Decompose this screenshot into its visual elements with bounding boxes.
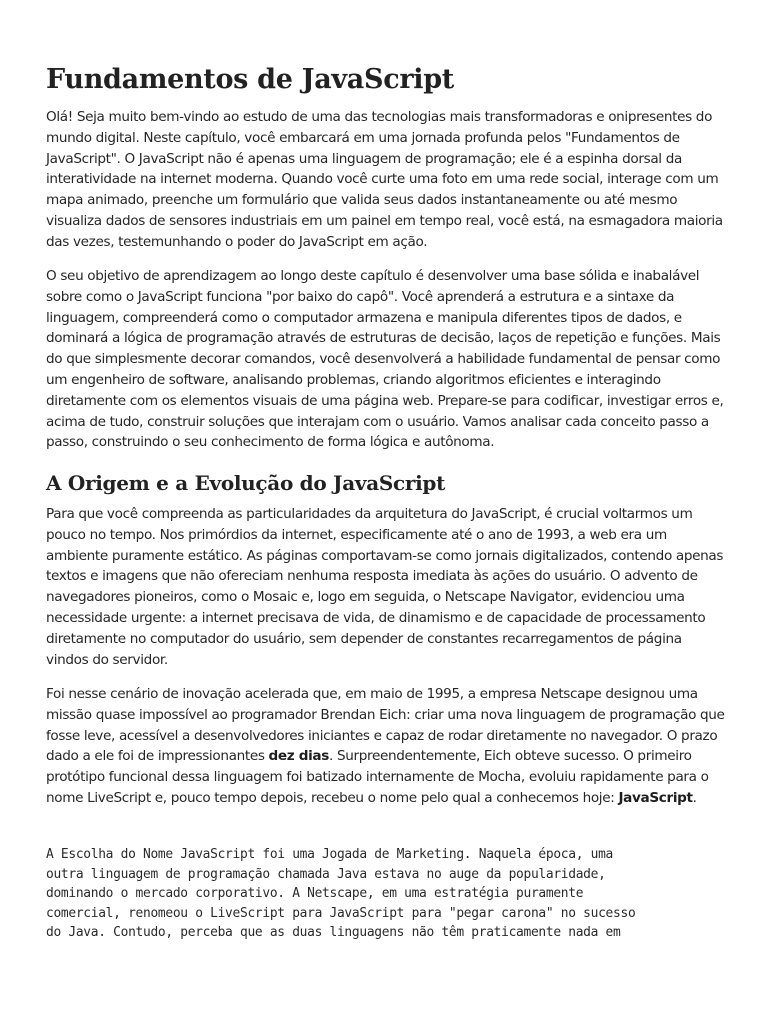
paragraph-text: . xyxy=(692,789,697,806)
intro-paragraph-2: O seu objetivo de aprendizagem ao longo deste capítulo é desenvolver uma base sólida e inabalável sobre como o JavaScript funciona "por baixo do capô". Você aprenderá a estrutura e a sintaxe da linguagem, compreenderá como o computador armazena e manipula diferentes tipos de dados, e dominará a lógica de programação através de estruturas de decisão, laços de repetição e funções. Mais do que simplesmente decorar comandos, você desenvolverá a habilidade fundamental de pensar como um engenheiro de software, analisando problemas, criando algoritmos eficientes e interagindo diretamente com os elementos visuais de uma página web. Prepare-se para codificar, investigar erros e, acima de tudo, construir soluções que interajam com o usuário. Vamos analisar cada conceito passo a passo, construindo o seu conhecimento de forma lógica e autônoma. xyxy=(46,268,724,451)
bold-text-dez-dias: dez dias xyxy=(268,748,329,765)
intro-paragraph-1: Olá! Seja muito bem-vindo ao estudo de uma das tecnologias mais transformadoras e onipresentes do mundo digital. Neste capítulo, você embarcará em uma jornada profunda pelos "Fundamentos de JavaScript". O JavaScript não é apenas uma linguagem de programação; ele é a espinha dorsal da interatividade na internet moderna. Quando você curte uma foto em uma rede social, interage com um mapa animado, preenche um formulário que valida seus dados instantaneamente ou até mesmo visualiza dados de sensores industriais em um painel em tempo real, você está, na esmagadora maioria das vezes, testemunhando o poder do JavaScript em ação. xyxy=(46,109,723,250)
section-paragraph-2 xyxy=(46,684,726,809)
section-paragraph-1: Para que você compreenda as particularidades da arquitetura do JavaScript, é crucial voltarmos um pouco no tempo. Nos primórdios da internet, especificamente até o ano de 1993, a web era um ambiente puramente estático. As páginas comportavam-se como jornais digitalizados, contendo apenas textos e imagens que não ofereciam nenhuma resposta imediata às ações do usuário. O advento de navegadores pioneiros, como o Mosaic e, logo em seguida, o Netscape Navigator, evidenciou uma necessidade urgente: a internet precisava de vida, de dinamismo e de capacidade de processamento diretamente no computador do usuário, sem depender de constantes recarregamentos de página vindos do servidor. xyxy=(46,506,724,668)
section-heading: A Origem e a Evolução do JavaScript xyxy=(46,471,446,495)
page-title: Fundamentos de JavaScript xyxy=(46,64,454,95)
paragraph-text: Foi nesse cenário de inovação acelerada que, em maio de 1995, a empresa Netscape designou uma missão quase impossível ao programador Brendan Eich: criar uma nova linguagem de programação que fosse leve, acessível a desenvolvedores iniciantes e capaz de rodar diretamente no navegador. O prazo dado a ele foi de impressionantes xyxy=(46,686,725,765)
bold-text-javascript: JavaScript xyxy=(618,789,693,806)
paragraph-text: . Surpreendentemente, Eich obteve sucesso. O primeiro protótipo funcional dessa linguagem foi batizado internamente de Mocha, evoluiu rapidamente para o nome LiveScript e, pouco tempo depois, recebeu o nome pelo qual a conhecemos hoje: xyxy=(46,748,709,806)
marketing-note-block: A Escolha do Nome JavaScript foi uma Jogada de Marketing. Naquela época, uma outra linguagem de programação chamada Java estava no auge da popularidade, dominando o mercado corporativo. A Netscape, em uma estratégia puramente comercial, renomeou o LiveScript para JavaScript para "pegar carona" no sucesso do Java. Contudo, perceba que as duas linguagens não têm praticamente nada em xyxy=(46,847,636,940)
